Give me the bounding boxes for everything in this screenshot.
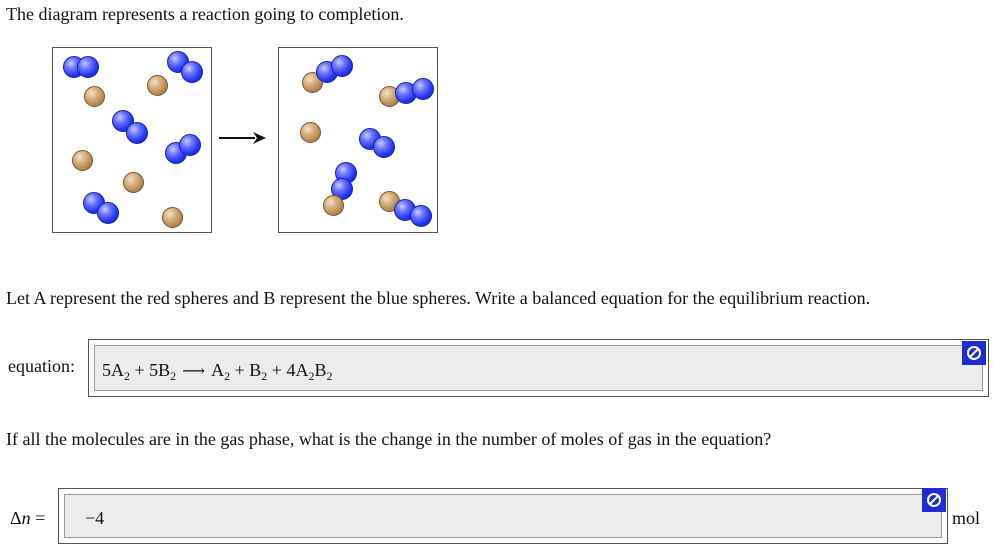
tan-sphere	[84, 86, 105, 107]
delta-n-value: −4	[85, 508, 105, 528]
blue-sphere	[331, 55, 353, 77]
blue-sphere	[373, 136, 395, 158]
delta-n-input[interactable]	[64, 494, 942, 538]
right-arrow-icon	[217, 130, 267, 146]
delta-n-label: Δn =	[10, 508, 46, 528]
blue-sphere	[126, 122, 148, 144]
equation-input[interactable]	[94, 345, 983, 391]
tan-sphere	[72, 150, 93, 171]
question-2-text: If all the molecules are in the gas phase, what is the change in the number of moles of gas in the equation?	[6, 429, 772, 449]
blue-sphere	[410, 205, 432, 227]
question-1-text: Let A represent the red spheres and B represent the blue spheres. Write a balanced equation for the equilibrium reaction.	[6, 288, 871, 308]
tan-sphere	[162, 207, 183, 228]
incorrect-icon	[922, 488, 946, 512]
blue-sphere	[97, 202, 119, 224]
products-diagram	[278, 47, 438, 233]
tan-sphere	[323, 195, 344, 216]
question-header: The diagram represents a reaction going to completion.	[6, 4, 404, 24]
blue-sphere	[77, 56, 99, 78]
tan-sphere	[147, 75, 168, 96]
blue-sphere	[179, 134, 201, 156]
tan-sphere	[300, 122, 321, 143]
tan-sphere	[123, 172, 144, 193]
blue-sphere	[181, 61, 203, 83]
blue-sphere	[412, 78, 434, 100]
equation-label: equation:	[8, 356, 75, 376]
equation-value: $5A_2 + 5B_2$ ⟶ $A_2 + B_2 + 4A_2B_2$	[102, 360, 333, 383]
unit-label: mol	[952, 508, 981, 528]
equation-answer-box	[88, 339, 989, 397]
delta-n-answer-box	[58, 488, 948, 544]
reactants-diagram	[52, 47, 212, 233]
incorrect-icon	[962, 341, 986, 365]
